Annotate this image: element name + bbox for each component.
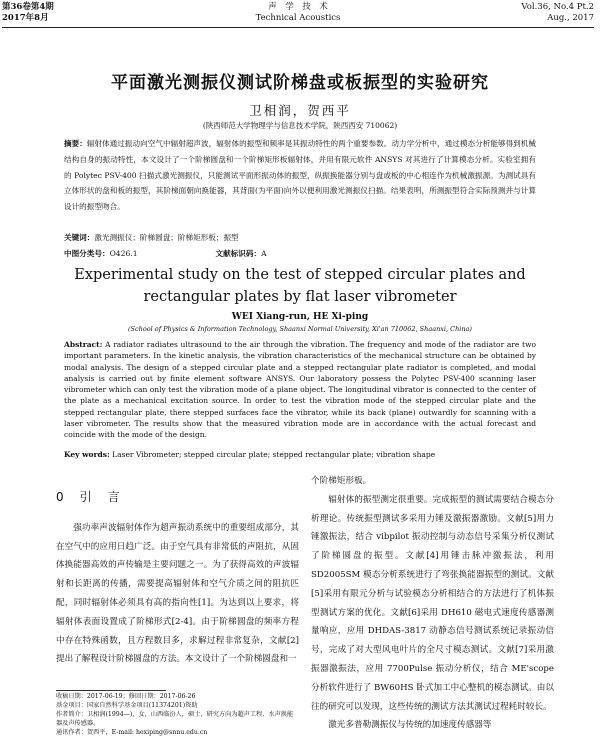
clc-label: 中图分类号： (64, 249, 110, 258)
chinese-affiliation: (陕西师范大学物理学与信息技术学院，陕西西安 710062) (202, 121, 398, 130)
english-keywords (64, 450, 536, 459)
body-column-right (311, 472, 554, 735)
footnote-fund: 基金项目：国家自然科学基金项目(11374201)资助 (56, 701, 198, 709)
paragraph-continuation: 个阶梯矩形板。 (311, 476, 372, 486)
chinese-abstract-text: 辐射体通过振动向空气中辐射超声波，辐射体的振型和频率是其振动特性的两个重要参数。动力学分析中，通过模态分析能够得到机械结构自身的振动特性，本文设计了一个阶梯圆盘和一个阶梯矩形板辐射体，并用有限元软件 ANSYS 对其进行了计算模态分析。实验室拥有的 Polytec PSV-400 扫描式激光测振仪，只能测试平面形振动体的振型，纵振换能器分别与盘或板的中心相连作为机械激振源。为测试具有立体形状的盘和板的振型，其阶梯面朝向换能器，其背面(为平面)向外以便利用激光测振仪扫描。结果表明，所测振型符合实际预测并与计算设计的振型吻合。 (64, 139, 536, 212)
footnote-rule (56, 690, 166, 691)
header-volume-en: Vol.36, No.4 Pt.2 Aug., 2017 (521, 2, 594, 23)
footnote-contact: 通讯作者：贺西平，E-mail: hexiping@snnu.edu.cn (56, 728, 208, 736)
english-affiliation: (School of Physics & Information Technology, Shaanxi Normal University, Xi'an 710062, Shaanxi, China) (128, 325, 472, 333)
footnote (56, 693, 299, 738)
english-title: Experimental study on the test of stepped circular plates and rectangular plates by flat laser vibrometer (74, 267, 526, 305)
footnote-received: 收稿日期：2017-06-19；修回日期：2017-06-26 (56, 693, 196, 700)
chinese-title: 平面激光测振仪测试阶梯盘或板振型的实验研究 (111, 73, 489, 93)
chinese-authors: 卫相润，贺西平 (249, 103, 351, 118)
chinese-keywords-text: 激光测振仪；阶梯圆盘；阶梯矩形板；振型 (94, 233, 239, 242)
header-journal-name: 声 学 技 术 Technical Acoustics (255, 2, 341, 23)
doc-code: A (261, 249, 267, 258)
english-abstract (64, 339, 536, 441)
paragraph-mode-testing: 辐射体的振型测定很重要。完成振型的测试需要结合模态分析理论。传统振型测试多采用力锤及激振器激励。文献[5]用力锤激振法，结合 vibpilot 振动控制与动态信号采集分析仪测试了阶梯圆盘的振型。文献[4]用锤击脉冲激振法，利用 SD2005SM 模态分析系统进行了弯张换能器振型的测试。文献[5]采用有限元分析与试验模态分析相结合的方法进行了机体振型测试方案的优化。文献[6]采用 DH610 磁电式速度传感器测量响应，应用 DHDAS-3817 动静态信号测试系统记录振动信号，完成了对大型风电叶片的全尺寸模态测试。文献[7]采用激振器激振法，应用 7700Pulse 振动分析仪，结合 ME'scope 分析软件进行了 BW60HS 卧式加工中心整机的模态测试。由以往的研究可以发现，这些传统的测试方法其测试过程耗时较长。 (311, 494, 554, 712)
english-abstract-label: Abstract: (64, 340, 103, 349)
chinese-keywords (64, 232, 536, 243)
footnote-author: 作者简介：卫相润(1994—)，女，山西临汾人，硕士，研究方向为超声工程、水声换能器及声传感器。 (56, 710, 294, 727)
chinese-keywords-label: 关键词： (64, 233, 95, 242)
english-keywords-text: Laser Vibrometer; stepped circular plate; stepped rectangular plate; vibration shape (112, 450, 436, 459)
classification-line (64, 248, 267, 259)
header-journal-volume: 第36卷第4期 2017年8月 (2, 2, 54, 23)
intro-paragraph: 强功率声波辐射体作为超声振动系统中的重要组成部分，其在空气中的应用日趋广泛。由于空气具有非常低的声阻抗，从固体换能器高效的声传输是主要问题之一。为了获得高效的声波辐射和长距离的传播，需要提高辐射体和空气介质之间的阻抗匹配，同时辐射体必须具有高的指向性[1]。为达到以上要求，将辐射体表面设置成了阶梯形式[2-4]。由于阶梯圆盘的频率方程中存在特殊函数，且方程数目多，求解过程非常复杂，文献[2]提出了解程设计阶梯圆盘的方法。本文设计了一个阶梯圆盘和一 (56, 522, 299, 665)
running-header (2, 2, 594, 26)
header-rule (2, 27, 594, 28)
chinese-abstract-label: 摘要： (64, 139, 87, 148)
paragraph-laser-doppler: 激光多普勒测振仪与传统的加速度传感器等 (328, 720, 492, 731)
doc-code-label: 文献标识码： (215, 249, 262, 258)
english-authors: WEI Xiang-run, HE Xi-ping (231, 312, 369, 322)
body-column-left (56, 472, 299, 669)
english-keywords-label: Key words: (64, 450, 110, 459)
clc-number: O426.1 (109, 249, 138, 258)
english-abstract-text: A radiator radiates ultrasound to the air through the vibration. The frequency and mode of the radiator are two important parameters. In the kinetic analysis, the vibration characteristics of the mechanical structure can be obtained by modal analysis. The design of a stepped circular plate and a stepped rectangular plate radiator is completed, and modal analysis is carried out by finite element software ANSYS. Our laboratory possess the Polytec PSV-400 scanning laser vibrometer which can only test the vibration mode of a plane object. The longitudinal vibrator is connected to the center of the plate as a mechanical excitation source. In order to test the vibration mode of the stepped circular plate and the stepped rectangular plate, there stepped surfaces face the vibrator, while its back (plane) outwardly for scanning with a laser vibrometer. The results show that the measured vibration mode are in accordance with the actual forecast and coincide with the mode of the design. (64, 340, 537, 440)
chinese-abstract (64, 136, 536, 215)
section-heading-introduction: 0 引 言 (56, 490, 122, 504)
